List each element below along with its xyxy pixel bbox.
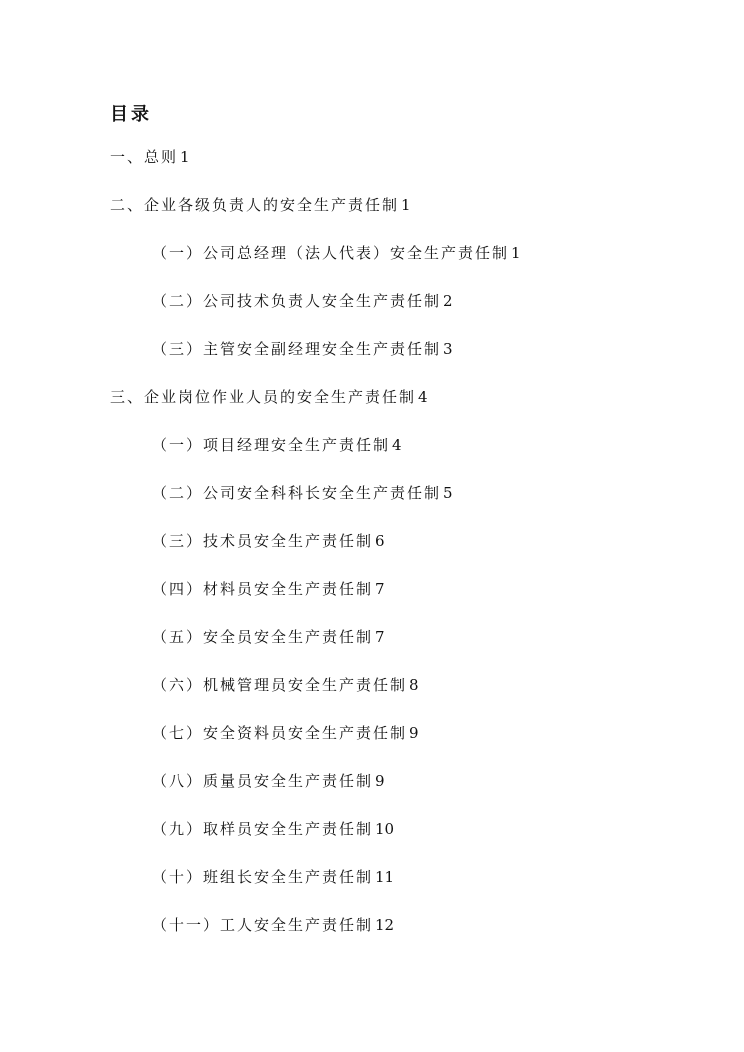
toc-entry[interactable]: [152, 867, 394, 887]
toc-entry-text: 三、企业岗位作业人员的安全生产责任制: [110, 388, 417, 406]
toc-entry-page: 5: [443, 484, 453, 502]
toc-entry-page: 12: [375, 916, 395, 934]
toc-entry-page: 10: [375, 820, 395, 838]
toc-entry[interactable]: [152, 915, 394, 935]
toc-entry-text: （二）公司技术负责人安全生产责任制: [152, 292, 442, 310]
toc-entry[interactable]: [110, 195, 411, 215]
toc-entry-text: （十）班组长安全生产责任制: [152, 868, 374, 886]
toc-entry-page: 1: [180, 148, 190, 166]
toc-entry[interactable]: [152, 435, 402, 455]
toc-entry-page: 2: [443, 292, 453, 310]
toc-entry-page: 7: [375, 628, 385, 646]
toc-entry-page: 7: [375, 580, 385, 598]
toc-entry-page: 1: [401, 196, 411, 214]
toc-entry[interactable]: [110, 387, 428, 407]
toc-entry-text: （五）安全员安全生产责任制: [152, 628, 374, 646]
toc-entry[interactable]: [152, 627, 385, 647]
toc-entry-text: （一）项目经理安全生产责任制: [152, 436, 391, 454]
toc-entry-text: （一）公司总经理（法人代表）安全生产责任制: [152, 244, 510, 262]
toc-entry[interactable]: [152, 579, 385, 599]
toc-entry-text: （二）公司安全科科长安全生产责任制: [152, 484, 442, 502]
toc-entry-page: 6: [375, 532, 385, 550]
toc-entry-page: 9: [409, 724, 419, 742]
toc-entry[interactable]: [152, 771, 385, 791]
toc-entry-text: （八）质量员安全生产责任制: [152, 772, 374, 790]
toc-entry-page: 1: [511, 244, 521, 262]
toc-title: 目录: [110, 104, 152, 125]
toc-entry-text: （六）机械管理员安全生产责任制: [152, 676, 408, 694]
toc-entry[interactable]: [152, 819, 394, 839]
toc-entry-text: （四）材料员安全生产责任制: [152, 580, 374, 598]
toc-entry[interactable]: [152, 339, 453, 359]
toc-entry-text: （九）取样员安全生产责任制: [152, 820, 374, 838]
toc-entry-text: 二、企业各级负责人的安全生产责任制: [110, 196, 400, 214]
toc-entry-page: 4: [418, 388, 428, 406]
toc-entry-text: （七）安全资料员安全生产责任制: [152, 724, 408, 742]
toc-entry-text: （三）技术员安全生产责任制: [152, 532, 374, 550]
toc-entry[interactable]: [152, 243, 521, 263]
toc-entry-text: （十一）工人安全生产责任制: [152, 916, 374, 934]
toc-entry[interactable]: [152, 531, 385, 551]
toc-entry-page: 9: [375, 772, 385, 790]
toc-entry[interactable]: [152, 675, 419, 695]
toc-entry-page: 11: [375, 868, 395, 886]
toc-entry[interactable]: [110, 147, 190, 167]
toc-entry-text: 一、总则: [110, 148, 179, 166]
toc-entry[interactable]: [152, 483, 453, 503]
toc-entry-page: 8: [409, 676, 419, 694]
toc-entry-page: 4: [392, 436, 402, 454]
toc-entry-page: 3: [443, 340, 453, 358]
toc-entry[interactable]: [152, 291, 453, 311]
toc-entry-text: （三）主管安全副经理安全生产责任制: [152, 340, 442, 358]
toc-entry[interactable]: [152, 723, 419, 743]
